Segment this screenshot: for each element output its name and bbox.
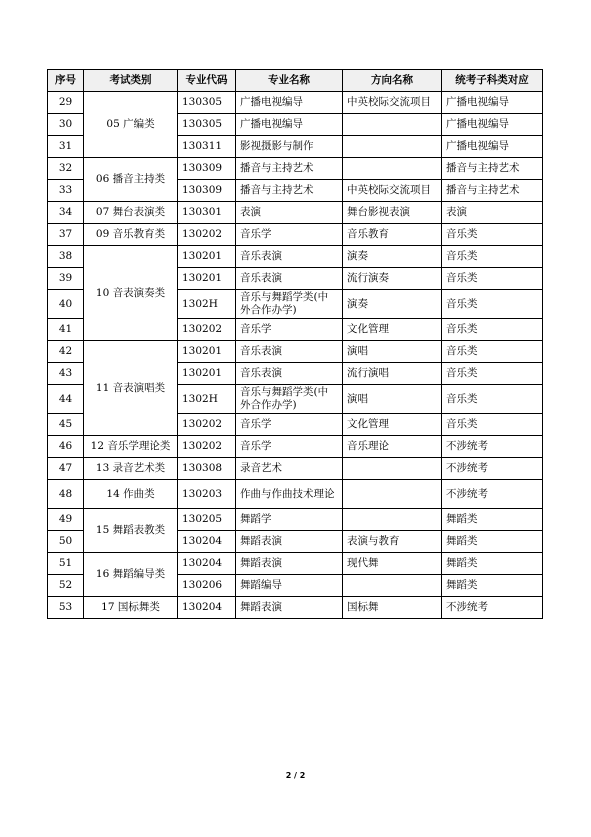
major-name: 舞蹈表演 — [236, 531, 343, 553]
direction-name: 文化管理 — [343, 319, 442, 341]
exam-subcategory: 音乐类 — [442, 363, 543, 385]
header-cell-subcategory: 统考子科类对应 — [442, 70, 543, 92]
major-name: 音乐学 — [236, 224, 343, 246]
row-number: 40 — [48, 290, 84, 319]
exam-category: 15 舞蹈表教类 — [84, 509, 178, 553]
exam-subcategory: 广播电视编导 — [442, 114, 543, 136]
major-name: 广播电视编导 — [236, 114, 343, 136]
exam-subcategory: 舞蹈类 — [442, 553, 543, 575]
table-row — [48, 597, 543, 619]
exam-category: 13 录音艺术类 — [84, 458, 178, 480]
row-number: 50 — [48, 531, 84, 553]
direction-name: 表演与教育 — [343, 531, 442, 553]
exam-category: 06 播音主持类 — [84, 158, 178, 202]
row-number: 33 — [48, 180, 84, 202]
header-cell-category: 考试类别 — [84, 70, 178, 92]
exam-category: 14 作曲类 — [84, 480, 178, 509]
exam-subcategory: 舞蹈类 — [442, 531, 543, 553]
row-number: 51 — [48, 553, 84, 575]
row-number: 42 — [48, 341, 84, 363]
major-code: 130201 — [178, 246, 236, 268]
major-code: 130309 — [178, 180, 236, 202]
major-code: 130301 — [178, 202, 236, 224]
table-row — [48, 436, 543, 458]
exam-category: 16 舞蹈编导类 — [84, 553, 178, 597]
major-table — [47, 69, 543, 619]
exam-subcategory: 音乐类 — [442, 319, 543, 341]
table-row — [48, 480, 543, 509]
table-row — [48, 553, 543, 575]
direction-name: 演奏 — [343, 290, 442, 319]
major-name: 音乐表演 — [236, 246, 343, 268]
row-number: 41 — [48, 319, 84, 341]
major-code: 130203 — [178, 480, 236, 509]
row-number: 32 — [48, 158, 84, 180]
header-cell-direction: 方向名称 — [343, 70, 442, 92]
major-code: 130202 — [178, 414, 236, 436]
table-row — [48, 458, 543, 480]
row-number: 31 — [48, 136, 84, 158]
major-name: 影视摄影与制作 — [236, 136, 343, 158]
exam-subcategory: 音乐类 — [442, 414, 543, 436]
exam-subcategory: 音乐类 — [442, 224, 543, 246]
major-name: 广播电视编导 — [236, 92, 343, 114]
exam-subcategory: 不涉统考 — [442, 480, 543, 509]
direction-name — [343, 158, 442, 180]
major-code: 130305 — [178, 114, 236, 136]
exam-subcategory: 舞蹈类 — [442, 509, 543, 531]
major-code: 130308 — [178, 458, 236, 480]
major-name: 表演 — [236, 202, 343, 224]
direction-name: 流行演唱 — [343, 363, 442, 385]
table-row — [48, 158, 543, 180]
header-cell-no: 序号 — [48, 70, 84, 92]
major-name: 音乐学 — [236, 436, 343, 458]
row-number: 29 — [48, 92, 84, 114]
direction-name: 文化管理 — [343, 414, 442, 436]
major-name: 音乐学 — [236, 319, 343, 341]
exam-category: 11 音表演唱类 — [84, 341, 178, 436]
major-code: 1302H — [178, 290, 236, 319]
table-row — [48, 341, 543, 363]
row-number: 43 — [48, 363, 84, 385]
page-number: 2 / 2 — [285, 771, 306, 780]
direction-name: 中英校际交流项目 — [343, 180, 442, 202]
header-cell-major: 专业名称 — [236, 70, 343, 92]
exam-subcategory: 播音与主持艺术 — [442, 158, 543, 180]
row-number: 39 — [48, 268, 84, 290]
direction-name: 演唱 — [343, 341, 442, 363]
direction-name — [343, 575, 442, 597]
major-code: 130202 — [178, 224, 236, 246]
major-name: 舞蹈编导 — [236, 575, 343, 597]
exam-category: 12 音乐学理论类 — [84, 436, 178, 458]
major-code: 130201 — [178, 363, 236, 385]
table-row — [48, 202, 543, 224]
major-code: 130309 — [178, 158, 236, 180]
major-code: 130205 — [178, 509, 236, 531]
major-code: 130202 — [178, 436, 236, 458]
exam-subcategory: 音乐类 — [442, 268, 543, 290]
exam-subcategory: 表演 — [442, 202, 543, 224]
direction-name — [343, 509, 442, 531]
major-name: 录音艺术 — [236, 458, 343, 480]
exam-category: 09 音乐教育类 — [84, 224, 178, 246]
table-row — [48, 92, 543, 114]
exam-category: 17 国标舞类 — [84, 597, 178, 619]
major-name: 音乐表演 — [236, 363, 343, 385]
major-name: 音乐表演 — [236, 268, 343, 290]
exam-subcategory: 不涉统考 — [442, 597, 543, 619]
major-name: 播音与主持艺术 — [236, 180, 343, 202]
direction-name: 音乐理论 — [343, 436, 442, 458]
row-number: 37 — [48, 224, 84, 246]
exam-category: 05 广编类 — [84, 92, 178, 158]
major-name: 舞蹈表演 — [236, 597, 343, 619]
direction-name: 演奏 — [343, 246, 442, 268]
row-number: 47 — [48, 458, 84, 480]
row-number: 52 — [48, 575, 84, 597]
exam-subcategory: 音乐类 — [442, 385, 543, 414]
major-name: 音乐与舞蹈学类(中外合作办学) — [236, 290, 343, 319]
row-number: 48 — [48, 480, 84, 509]
major-code: 130202 — [178, 319, 236, 341]
direction-name — [343, 458, 442, 480]
major-name: 音乐表演 — [236, 341, 343, 363]
exam-subcategory: 音乐类 — [442, 290, 543, 319]
exam-subcategory: 不涉统考 — [442, 436, 543, 458]
exam-category: 07 舞台表演类 — [84, 202, 178, 224]
direction-name — [343, 480, 442, 509]
major-code: 130311 — [178, 136, 236, 158]
major-name: 舞蹈学 — [236, 509, 343, 531]
row-number: 46 — [48, 436, 84, 458]
row-number: 38 — [48, 246, 84, 268]
table-row — [48, 246, 543, 268]
major-code: 130204 — [178, 553, 236, 575]
exam-subcategory: 舞蹈类 — [442, 575, 543, 597]
row-number: 34 — [48, 202, 84, 224]
exam-subcategory: 广播电视编导 — [442, 92, 543, 114]
major-code: 1302H — [178, 385, 236, 414]
direction-name: 演唱 — [343, 385, 442, 414]
direction-name — [343, 136, 442, 158]
row-number: 45 — [48, 414, 84, 436]
exam-subcategory: 不涉统考 — [442, 458, 543, 480]
table-row — [48, 509, 543, 531]
major-code: 130204 — [178, 531, 236, 553]
major-code: 130201 — [178, 268, 236, 290]
exam-subcategory: 播音与主持艺术 — [442, 180, 543, 202]
direction-name: 中英校际交流项目 — [343, 92, 442, 114]
major-name: 音乐与舞蹈学类(中外合作办学) — [236, 385, 343, 414]
major-name: 播音与主持艺术 — [236, 158, 343, 180]
major-name: 作曲与作曲技术理论 — [236, 480, 343, 509]
table-row — [48, 224, 543, 246]
exam-subcategory: 音乐类 — [442, 246, 543, 268]
header-cell-code: 专业代码 — [178, 70, 236, 92]
exam-subcategory: 音乐类 — [442, 341, 543, 363]
row-number: 30 — [48, 114, 84, 136]
exam-subcategory: 广播电视编导 — [442, 136, 543, 158]
direction-name: 舞台影视表演 — [343, 202, 442, 224]
row-number: 49 — [48, 509, 84, 531]
row-number: 44 — [48, 385, 84, 414]
direction-name: 音乐教育 — [343, 224, 442, 246]
major-name: 音乐学 — [236, 414, 343, 436]
major-code: 130201 — [178, 341, 236, 363]
exam-category: 10 音表演奏类 — [84, 246, 178, 341]
table-header-row — [48, 70, 543, 92]
direction-name: 流行演奏 — [343, 268, 442, 290]
major-code: 130206 — [178, 575, 236, 597]
row-number: 53 — [48, 597, 84, 619]
major-code: 130204 — [178, 597, 236, 619]
direction-name — [343, 114, 442, 136]
direction-name: 现代舞 — [343, 553, 442, 575]
major-name: 舞蹈表演 — [236, 553, 343, 575]
major-code: 130305 — [178, 92, 236, 114]
direction-name: 国标舞 — [343, 597, 442, 619]
